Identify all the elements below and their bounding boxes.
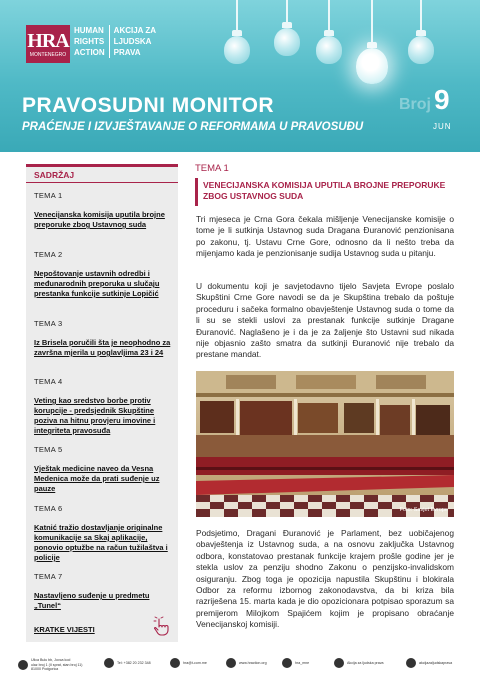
- toc-item-link[interactable]: Nepoštovanje ustavnih odredbi i međunarodnih preporuka u slučaju prestanka funkcije sutkinje Lopičić: [34, 269, 160, 298]
- article-paragraph: Tri mjeseca je Crna Gora čekala mišljenje Venecijanske komisije o tome je li sutkinja Ustavnog suda Dragana Đuranović penzionisana po zakonu, tj. Ustavu Crne Gore, odnosno da li nešto treba da mijenjamo kada je penzionisanje sudija Ustavnog suda u pitanju.: [196, 214, 454, 259]
- web-icon: [226, 658, 236, 668]
- logo-line: AKCIJA ZA: [113, 26, 157, 35]
- footer-line: 81000 Podgorica: [31, 667, 59, 672]
- instagram-icon: [406, 658, 416, 668]
- toc-item[interactable]: [34, 191, 174, 230]
- toc-item-link[interactable]: Katnić tražio dostavljanje originalne komunikacije sa Skaj aplikacije, ponovio optužbe na račun tužilaštva i policije: [34, 523, 168, 562]
- toc-item-label: TEMA 1: [34, 191, 63, 200]
- toc-item-link[interactable]: Veting kao sredstvo borbe protiv korupcije - predsjednik Skupštine poziva na hitnu provjeru imovine i integriteta pravosuđa: [34, 396, 156, 435]
- toc-item[interactable]: [34, 250, 174, 299]
- article-title: VENECIJANSKA KOMISIJA UPUTILA BROJNE PREPORUKE ZBOG USTAVNOG SUDA: [203, 180, 446, 201]
- footer-phone[interactable]: [104, 658, 151, 668]
- pointing-hand-icon: [152, 616, 172, 636]
- twitter-icon: [282, 658, 292, 668]
- article-header: [195, 178, 455, 206]
- logo-montenegrin: [109, 25, 160, 58]
- issue-label: Broj: [399, 96, 431, 113]
- email-icon: [170, 658, 180, 668]
- lightbulb-lit-icon: [356, 0, 388, 84]
- footer-email-text: hra@t-com.me: [183, 660, 207, 665]
- footer-contacts: [0, 654, 480, 685]
- footer-website[interactable]: [226, 658, 267, 668]
- footer-address: [18, 658, 82, 672]
- toc-item-label: TEMA 2: [34, 250, 63, 259]
- toc-item-label: TEMA 3: [34, 319, 63, 328]
- toc-item-link[interactable]: Venecijanska komisija uputila brojne preporuke zbog Ustavnog suda: [34, 210, 165, 229]
- facebook-icon: [334, 658, 344, 668]
- logo-wordmark: [74, 25, 160, 58]
- toc-heading: SADRŽAJ: [26, 164, 178, 183]
- toc-item[interactable]: [34, 572, 174, 611]
- footer-phone-text: Tel: +382 20 232 348: [117, 660, 151, 665]
- issue-number: 9: [434, 84, 450, 115]
- logo-line: HUMAN: [74, 26, 104, 35]
- hra-logo[interactable]: [26, 25, 160, 63]
- page-title: PRAVOSUDNI MONITOR: [22, 94, 275, 117]
- footer-facebook-text: Akcija za ljudska prava: [347, 660, 384, 665]
- table-of-contents: [26, 164, 178, 642]
- footer-line: Ulica Bulu bb, Jovca kod: [31, 658, 71, 662]
- article-topic-label: TEMA 1: [195, 163, 229, 174]
- toc-item[interactable]: [34, 445, 174, 494]
- footer-instagram[interactable]: [406, 658, 452, 668]
- footer-facebook[interactable]: [334, 658, 384, 668]
- footer-email[interactable]: [170, 658, 207, 668]
- logo-mark-sub: MONTENEGRO: [29, 51, 67, 58]
- footer-line: ulaz broj 1 (II sprat, stan broj 11): [31, 662, 83, 667]
- toc-item-link[interactable]: Iz Brisela poručili šta je neophodno za završna mjerila u poglavljima 23 i 24: [34, 338, 171, 357]
- toc-item-label: TEMA 4: [34, 377, 63, 386]
- hra-logo-mark: [26, 25, 70, 63]
- lightbulb-icon: [408, 0, 434, 64]
- footer-twitter-text: hra_mne: [295, 660, 310, 665]
- logo-line: LJUDSKA: [113, 37, 152, 46]
- toc-item-link[interactable]: Nastavljeno suđenje u predmetu „Tunel“: [34, 591, 150, 610]
- issue-month: JUN: [433, 122, 452, 131]
- article-paragraph: U dokumentu koji je savjetodavno tijelo Savjeta Evrope poslalo Skupštini Crne Gore navodi se da je Skupština trebalo da poštuje proceduru i sačeka formalno obavještenje Ustavnog suda o tome da li su se stekli uslovi za prestanak funkcije sutkinje Dragane Đuranović. Naglašeno je i da je za žaljenje što Ustavni sud nikada nije objasnio zašto smatra da sutkinji Đuranović nije trebalo da prestane mandat.: [196, 281, 454, 360]
- kratke-vijesti-link[interactable]: KRATKE VIJESTI: [34, 625, 95, 634]
- article-photo: [196, 371, 454, 517]
- phone-icon: [104, 658, 114, 668]
- footer-address-text: [31, 658, 82, 672]
- toc-item-label: TEMA 6: [34, 504, 63, 513]
- photo-credit: Foto: Savjet Evrope: [399, 507, 448, 513]
- logo-line: RIGHTS: [74, 37, 105, 46]
- location-pin-icon: [18, 660, 28, 670]
- lightbulb-icon: [274, 0, 300, 56]
- footer-instagram-text: akcijazaljudskaprava: [419, 660, 453, 665]
- toc-item[interactable]: [34, 504, 174, 563]
- article-paragraph: Podsjetimo, Dragani Đuranović je Parlament, bez uobičajenog obavještenja iz Ustavnog suda, a na osnovu zaključka Ustavnog odbora, konstatovao prestanak funkcije krajem prošle godine jer je stekla uslov za penziju shodno Zakonu o penzijsko-invalidskom osiguranju. Zbog toga je opozicija napustila Skupštinu i blokirala Odbor za reformu izbornog zakonodavstva, da bi kriza bila razriješena 15. marta kada je dio opozicionara potpisao sporazum sa premijerom Milojkom Spajićem kojim je propisano obraćanje Venecijanskoj komisiji.: [196, 528, 454, 630]
- toc-item[interactable]: [34, 377, 174, 436]
- toc-item-label: TEMA 7: [34, 572, 63, 581]
- footer-website-text: www.hraction.org: [239, 660, 267, 665]
- page-subtitle: PRAĆENJE I IZVJEŠTAVANJE O REFORMAMA U PRAVOSUĐU: [22, 121, 364, 133]
- toc-item[interactable]: [34, 319, 174, 358]
- footer-twitter[interactable]: [282, 658, 309, 668]
- toc-item-link[interactable]: Vještak medicine naveo da Vesna Medenica može da prati suđenje uz pauze: [34, 464, 160, 493]
- toc-item-label: TEMA 5: [34, 445, 63, 454]
- lightbulb-icon: [316, 0, 342, 64]
- logo-english: [74, 25, 109, 58]
- logo-line: PRAVA: [113, 48, 141, 57]
- logo-mark-text: HRA: [27, 29, 69, 52]
- header-banner: [0, 0, 480, 152]
- council-chamber-image: [196, 371, 454, 517]
- lightbulb-icon: [224, 0, 250, 64]
- logo-line: ACTION: [74, 48, 105, 57]
